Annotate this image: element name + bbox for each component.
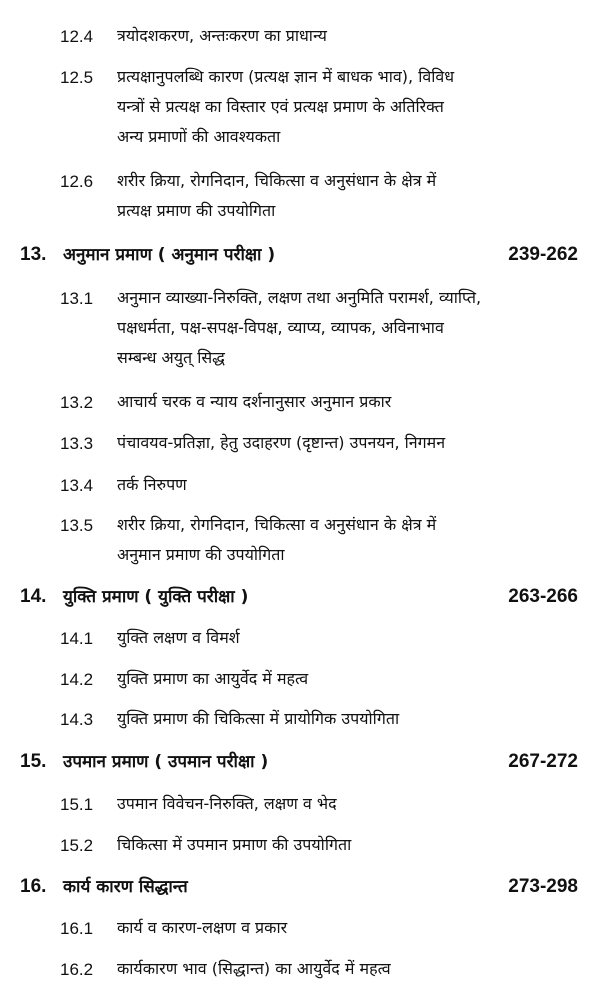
section-number: 13.2: [60, 393, 94, 412]
chapter-page-range: 273-298: [508, 876, 578, 897]
section-title-line: अन्य प्रमाणों की आवश्यकता: [117, 127, 281, 146]
chapter-title: युक्ति प्रमाण ( युक्ति परीक्षा ): [63, 587, 249, 607]
section-number: 14.2: [60, 670, 94, 689]
section-title-line: युक्ति प्रमाण का आयुर्वेद में महत्व: [117, 669, 309, 688]
section-title-line: युक्ति प्रमाण की चिकित्सा में प्रायोगिक उपयोगिता: [117, 709, 400, 728]
section-number: 13.5: [60, 516, 94, 535]
section-title-line: कार्य व कारण-लक्षण व प्रकार: [117, 918, 288, 937]
chapter-page-range: 239-262: [508, 244, 578, 265]
section-number: 16.1: [60, 919, 94, 938]
section-number: 12.4: [60, 27, 94, 46]
section-number: 14.3: [60, 710, 94, 729]
section-number: 14.1: [60, 629, 94, 648]
chapter-page-range: 267-272: [508, 751, 578, 772]
section-title-line: उपमान विवेचन-निरुक्ति, लक्षण व भेद: [117, 794, 337, 813]
section-title-line: आचार्य चरक व न्याय दर्शनानुसार अनुमान प्रकार: [117, 392, 392, 411]
chapter-number: 13.: [20, 244, 47, 265]
section-title-line: अनुमान व्याख्या-निरुक्ति, लक्षण तथा अनुमिति परामर्श, व्याप्ति,: [117, 288, 482, 307]
section-title-line: अनुमान प्रमाण की उपयोगिता: [117, 545, 285, 564]
chapter-title: कार्य कारण सिद्धान्त: [63, 877, 188, 897]
section-title-line: सम्बन्ध अयुत् सिद्ध: [117, 348, 225, 367]
section-title-line: युक्ति लक्षण व विमर्श: [117, 628, 240, 647]
section-title-line: शरीर क्रिया, रोगनिदान, चिकित्सा व अनुसंधान के क्षेत्र में: [117, 515, 437, 534]
chapter-number: 16.: [20, 876, 47, 897]
section-title-line: कार्यकारण भाव (सिद्धान्त) का आयुर्वेद में महत्व: [117, 959, 391, 978]
section-title-line: प्रत्यक्षानुपलब्धि कारण (प्रत्यक्ष ज्ञान में बाधक भाव), विविध: [117, 67, 455, 86]
section-title-line: पंचावयव-प्रतिज्ञा, हेतु उदाहरण (दृष्टान्त) उपनयन, निगमन: [117, 433, 446, 452]
section-title-line: शरीर क्रिया, रोगनिदान, चिकित्सा व अनुसंधान के क्षेत्र में: [117, 171, 437, 190]
chapter-title: अनुमान प्रमाण ( अनुमान परीक्षा ): [63, 245, 276, 265]
section-number: 12.5: [60, 68, 94, 87]
section-title-line: यन्त्रों से प्रत्यक्ष का विस्तार एवं प्रत्यक्ष प्रमाण के अतिरिक्त: [117, 97, 444, 116]
chapter-page-range: 263-266: [508, 586, 578, 607]
chapter-title: उपमान प्रमाण ( उपमान परीक्षा ): [63, 752, 269, 772]
section-number: 13.4: [60, 476, 94, 495]
section-title-line: त्रयोदशकरण, अन्तःकरण का प्राधान्य: [117, 26, 327, 45]
section-title-line: चिकित्सा में उपमान प्रमाण की उपयोगिता: [117, 835, 352, 854]
section-number: 12.6: [60, 172, 94, 191]
section-number: 13.1: [60, 289, 94, 308]
section-title-line: पक्षधर्मता, पक्ष-सपक्ष-विपक्ष, व्याप्य, व्यापक, अविनाभाव: [117, 318, 444, 337]
section-title-line: तर्क निरुपण: [117, 475, 187, 494]
chapter-number: 14.: [20, 586, 47, 607]
section-number: 15.2: [60, 836, 94, 855]
section-number: 16.2: [60, 960, 94, 979]
section-number: 13.3: [60, 434, 94, 453]
section-number: 15.1: [60, 795, 94, 814]
section-title-line: प्रत्यक्ष प्रमाण की उपयोगिता: [117, 201, 276, 220]
chapter-number: 15.: [20, 751, 47, 772]
